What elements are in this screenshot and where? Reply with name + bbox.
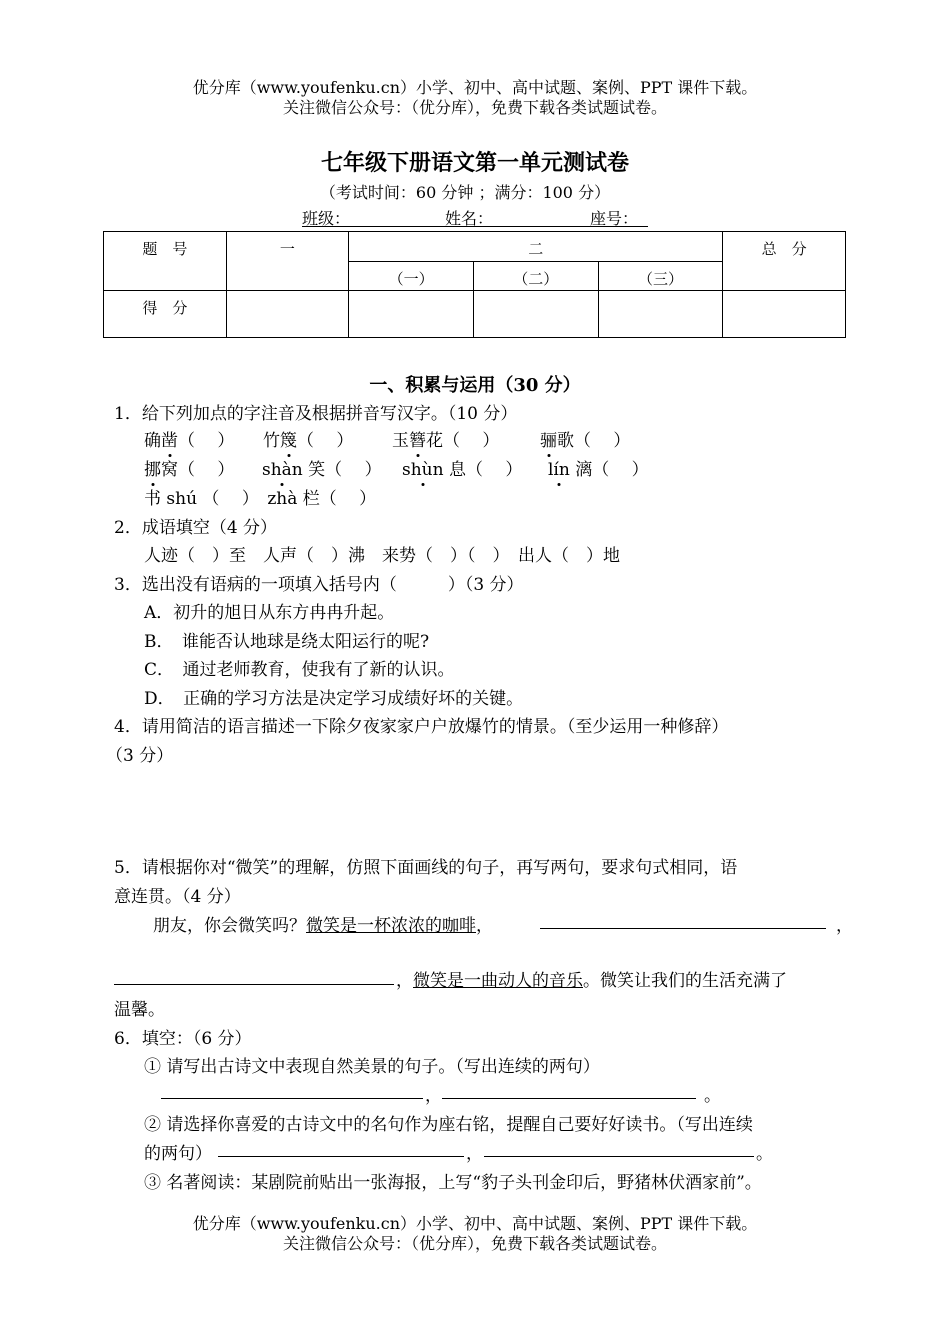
score-cell[interactable] [723,291,846,338]
q6-blank-1b[interactable] [442,1098,696,1099]
score-cell[interactable] [473,291,598,338]
seat-label: 座号： [590,209,639,228]
header-line-2: 关注微信公众号：（优分库），免费下载各类试题试卷。 [282,98,667,117]
q6-comma: ， [425,1086,442,1106]
q1-item: shàn 笑（ ） [262,460,382,480]
q6-item-2b: 的两句） [144,1144,212,1164]
sub-cell-2: （二） [473,262,598,291]
score-cell[interactable] [226,291,349,338]
q6-item-1: ① 请写出古诗文中表现自然美景的句子。（写出连续的两句） [144,1057,600,1077]
sub-cell-3: （三） [598,262,723,291]
section-title: 一、积累与运用（30 分） [369,375,581,396]
q2-stem: 2．成语填空（4 分） [114,518,278,538]
q1-item: lín 漓（ ） [548,460,649,480]
score-cell[interactable] [598,291,723,338]
q5-underlined-example-2: 微笑是一曲动人的音乐 [413,971,583,991]
q5-blank-2[interactable] [114,984,394,985]
header-line-1: 优分库（www.youfenku.cn）小学、初中、高中试题、案例、PPT 课件下载。 [192,78,758,97]
q1-item: 玉簪花（ ） [392,426,499,451]
name-label: 姓名： [445,209,494,228]
q5-underlined-example-1: 微笑是一杯浓浓的咖啡 [306,916,476,936]
class-label: 班级： [302,209,351,228]
q3-option-b[interactable]: B． 谁能否认地球是绕太阳运行的呢? [144,632,430,652]
score-cell[interactable] [349,291,474,338]
q3-stem: 3．选出没有语病的一项填入括号内（ ）（3 分） [114,575,524,595]
q1-item: shùn 息（ ） [402,460,523,480]
header-cell-label: 题 号 [104,232,227,291]
q5-example-line-2: ，微笑是一曲动人的音乐。微笑让我们的生活充满了 [396,971,787,991]
q6-item-2: ② 请选择你喜爱的古诗文中的名句作为座右铭，提醒自己要好好读书。（写出连续 [144,1115,753,1135]
header-cell-total: 总 分 [723,232,846,291]
q5-example-line: 朋友，你会微笑吗？微笑是一杯浓浓的咖啡， [153,916,493,936]
q1-item: 骊歌（ ） [540,426,630,451]
q6-item-3: ③ 名著阅读：某剧院前贴出一张海报，上写“豹子头刊金印后，野猪林伏酒家前”。 [144,1173,762,1193]
header-cell-part2: 二 [349,232,723,262]
q6-blank-2a[interactable] [218,1156,464,1157]
q3-option-d[interactable]: D． 正确的学习方法是决定学习成绩好坏的关键。 [144,689,524,709]
sub-cell-1: （一） [349,262,474,291]
q5-lead: 朋友，你会微笑吗？ [153,916,306,936]
footer-line-2: 关注微信公众号：（优分库），免费下载各类试题试卷。 [282,1234,667,1253]
q1-stem: 1．给下列加点的字注音及根据拼音写汉字。（10 分） [114,404,518,424]
q5-stem: 5．请根据你对“微笑”的理解，仿照下面画线的句子，再写两句，要求句式相同，语 [114,858,738,878]
q5-blank-1[interactable] [540,928,826,929]
q6-blank-1a[interactable] [161,1098,423,1099]
q6-stem: 6．填空：（6 分） [114,1029,252,1049]
header-cell-part1: 一 [226,232,349,291]
q6-period-2: 。 [756,1144,773,1164]
q1-row3: 书 shú （ ） zhà 栏（ ） [144,489,377,509]
q6-comma-2: ， [466,1144,483,1164]
q5-end: 温馨。 [114,1000,165,1020]
q4-stem-2: （3 分） [106,746,174,766]
q1-item: 竹篾（ ） [263,426,353,451]
q5-stem-2: 意连贯。（4 分） [114,887,241,907]
q6-period: 。 [704,1086,721,1106]
q1-item: 确凿（ ） [144,426,234,451]
q5-comma: ， [836,916,853,936]
exam-subtitle: （考试时间：60 分钟 ；满分：100 分） [319,183,611,202]
footer-line-1: 优分库（www.youfenku.cn）小学、初中、高中试题、案例、PPT 课件下载。 [192,1214,758,1233]
info-line [302,206,648,227]
score-table [103,231,846,338]
q3-option-c[interactable]: C． 通过老师教育，使我有了新的认识。 [144,660,455,680]
q6-blank-2b[interactable] [484,1156,754,1157]
q2-line: 人迹（ ）至 人声（ ）沸 来势（ ）（ ） 出人（ ）地 [144,546,620,566]
q3-option-a[interactable]: A．初升的旭日从东方冉冉升起。 [144,603,395,623]
page-title: 七年级下册语文第一单元测试卷 [320,150,629,176]
q4-stem: 4．请用简洁的语言描述一下除夕夜家家户户放爆竹的情景。（至少运用一种修辞） [114,717,729,737]
q1-item: 挪窝（ ） [144,455,234,480]
score-row-label: 得 分 [104,291,227,338]
